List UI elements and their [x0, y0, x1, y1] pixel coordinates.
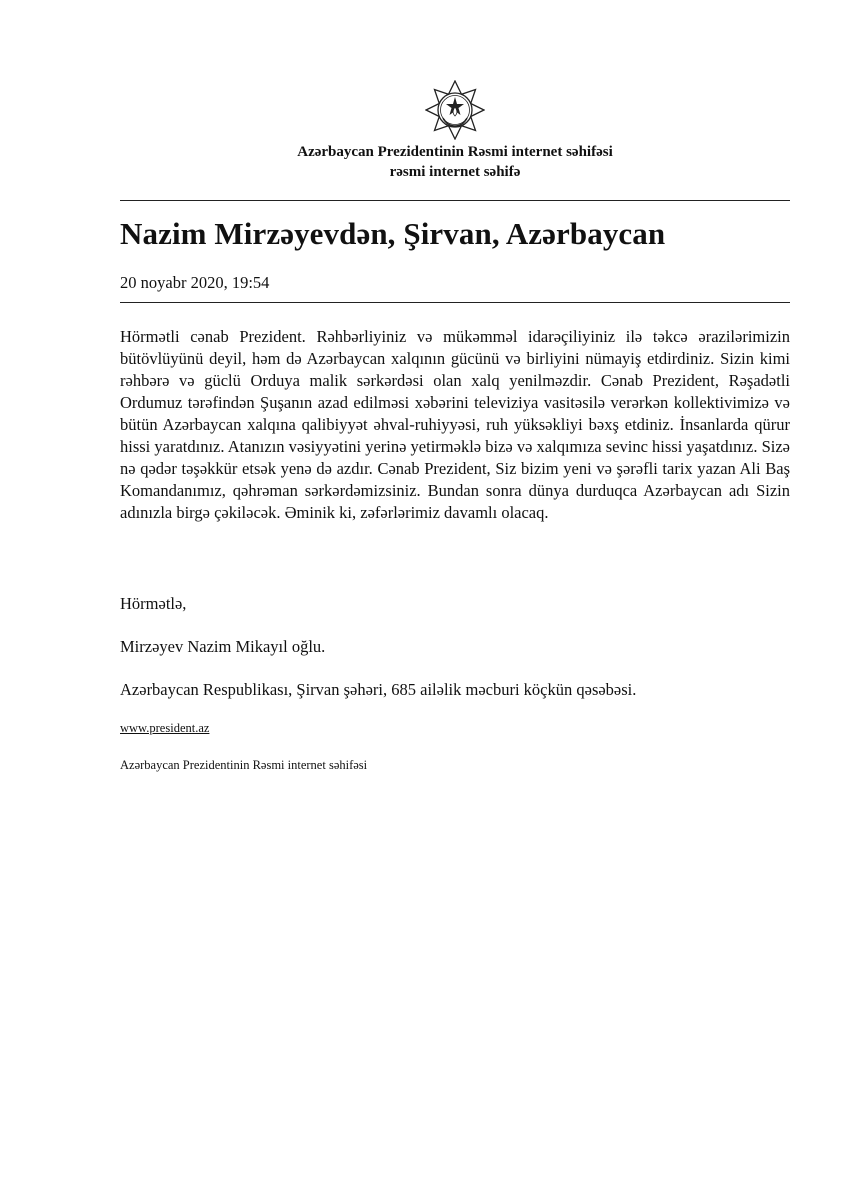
article-title: Nazim Mirzəyevdən, Şirvan, Azərbaycan	[120, 216, 666, 251]
closing-regards: Hörmətlə,	[120, 594, 187, 613]
website-link[interactable]: www.president.az	[120, 721, 210, 735]
state-emblem-icon	[425, 80, 485, 140]
top-divider	[120, 200, 790, 201]
author-address: Azərbaycan Respublikası, Şirvan şəhəri, 685 ailəlik məcburi köçkün qəsəbəsi.	[120, 680, 637, 699]
site-title: Azərbaycan Prezidentinin Rəsmi internet səhifəsi	[297, 144, 613, 160]
author-signature: Mirzəyev Nazim Mikayıl oğlu.	[120, 637, 326, 656]
footer-source: Azərbaycan Prezidentinin Rəsmi internet səhifəsi	[120, 758, 368, 772]
article-body: Hörmətli cənab Prezident. Rəhbərliyiniz və mükəmməl idarəçiliyiniz ilə təkcə ərazilərimizin bütövlüyünü deyil, həm də Azərbaycan xalqının gücünü və birliyini nümayiş etdirdiniz. Sizin kimi rəhbərə və güclü Orduya malik sərkərdəsi olan xalq yenilməzdir. Cənab Prezident, Rəşadətli Ordumuz tərəfindən Şuşanın azad edilməsi xəbərini televiziya vasitəsilə verərkən kollektivimizə və bütün Azərbaycan xalqına qalibiyyət əhval-ruhiyyəsi, ruh yüksəkliyi bəxş etdiniz. İnsanlarda qürur hissi yaratdınız. Atanızın vəsiyyətini yerinə yetirməklə bizə və xalqımıza sevinc hissi yaşatdınız. Sizə nə qədər təşəkkür etsək yenə də azdır. Cənab Prezident, Siz bizim yeni və şərəfli tarix yazan Ali Baş Komandanımız, qəhrəman sərkərdəmizsiniz. Bundan sonra dünya durduqca Azərbaycan adı Sizin adınızla birgə çəkiləcək. Əminik ki, zəfərlərimiz davamlı olacaq.	[120, 327, 790, 522]
site-subtitle: rəsmi internet səhifə	[389, 164, 521, 180]
document-page	[120, 0, 790, 1200]
title-divider	[120, 302, 790, 303]
article-date: 20 noyabr 2020, 19:54	[120, 273, 270, 292]
